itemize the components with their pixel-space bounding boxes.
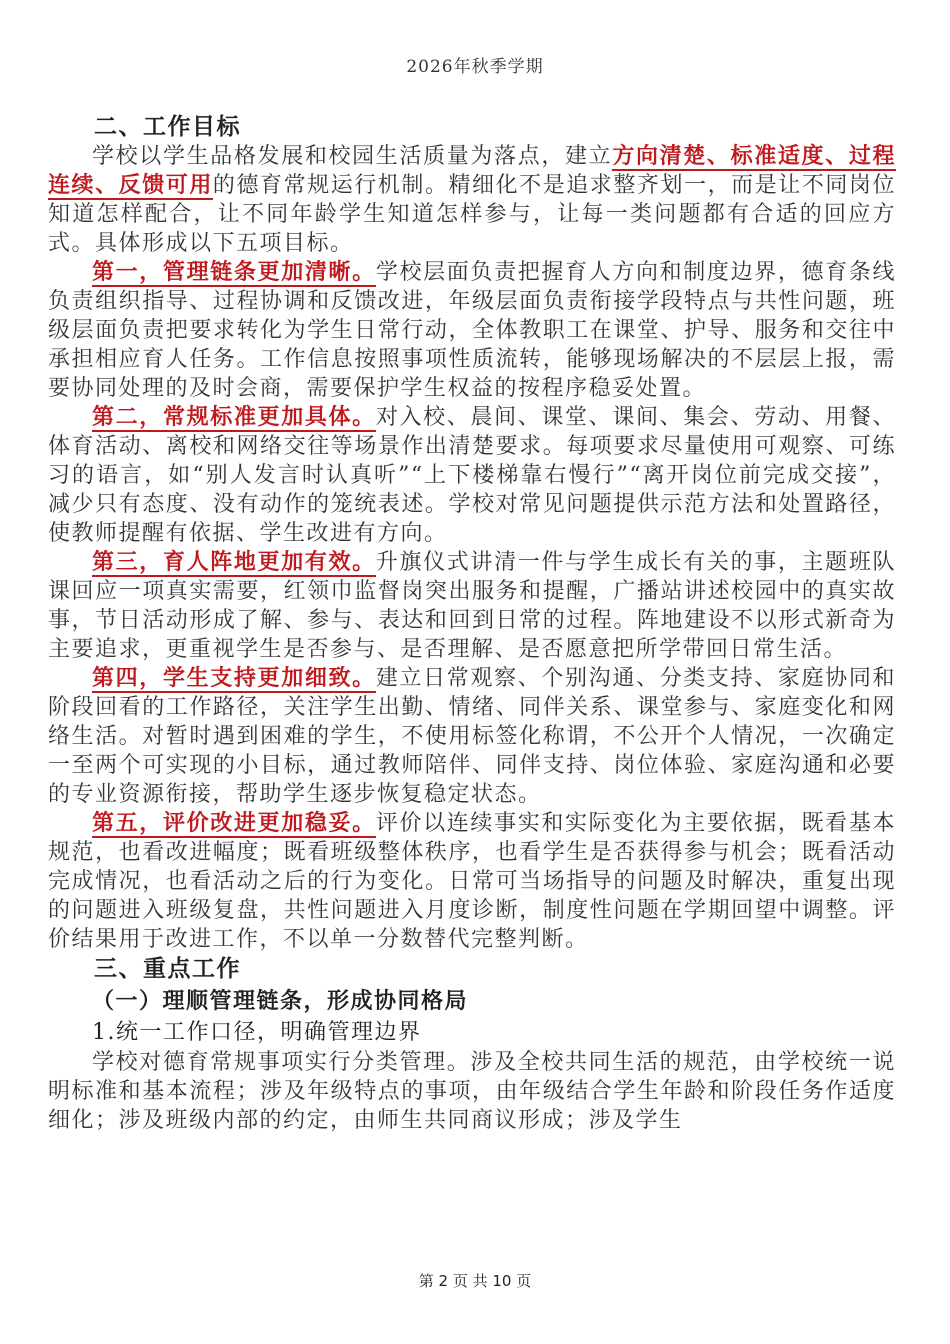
intro-text-a: 学校以学生品格发展和校园生活质量为落点，建立 bbox=[92, 144, 613, 169]
goal-text-4: 建立日常观察、个别沟通、分类支持、家庭协同和阶段回看的工作路径，关注学生出勤、情绪、同伴关系、课堂参与、家庭变化和网络生活。对暂时遇到困难的学生，不使用标签化称谓，不公开个人情况，一次确定一至两个可实现的小目标，通过教师陪伴、同伴支持、岗位体验、家庭沟通和必要的专业资源衔接，帮助学生逐步恢复稳定状态。 bbox=[48, 666, 896, 807]
intro-highlight: 方向清楚、标准适度、过程连续、反馈可用 bbox=[48, 143, 896, 198]
page-header: 2026年秋季学期 bbox=[406, 57, 544, 77]
goal-lead-3: 第三，育人阵地更加有效。 bbox=[92, 549, 376, 575]
intro-paragraph bbox=[48, 142, 896, 258]
section-heading-key-work: 三、重点工作 bbox=[94, 955, 241, 982]
page-footer: 第 2 页 共 10 页 bbox=[418, 1272, 532, 1290]
goal-lead-4: 第四，学生支持更加细致。 bbox=[92, 665, 376, 691]
intro-text-b: 的德育常规运行机制。精细化不是追求整齐划一，而是让不同岗位知道怎样配合，让不同年龄学生知道怎样参与，让每一类问题都有合适的回应方式。具体形成以下五项目标。 bbox=[48, 173, 896, 256]
goal-text-3: 升旗仪式讲清一件与学生成长有关的事，主题班队课回应一项真实需要，红领巾监督岗突出服务和提醒，广播站讲述校园中的真实故事，节日活动形成了解、参与、表达和回到日常的过程。阵地建设不以形式新奇为主要追求，更重视学生是否参与、是否理解、是否愿意把所学带回日常生活。 bbox=[48, 550, 896, 662]
goal-lead-2: 第二，常规标准更加具体。 bbox=[92, 404, 376, 430]
goal-paragraph-5 bbox=[48, 809, 896, 954]
document-body bbox=[48, 112, 896, 1135]
goal-text-2: 对入校、晨间、课堂、课间、集会、劳动、用餐、体育活动、离校和网络交往等场景作出清楚要求。每项要求尽量使用可观察、可练习的语言，如“别人发言时认真听”“上下楼梯靠右慢行”“离开岗位前完成交接”，减少只有态度、没有动作的笼统表述。学校对常见问题提供示范方法和处置路径，使教师提醒有依据、学生改进有方向。 bbox=[48, 405, 896, 546]
key-work-paragraph: 学校对德育常规事项实行分类管理。涉及全校共同生活的规范，由学校统一说明标准和基本流程；涉及年级特点的事项，由年级结合学生年龄和阶段任务作适度细化；涉及班级内部的约定，由师生共同商议形成；涉及学生 bbox=[48, 1050, 896, 1133]
goal-paragraph-3 bbox=[48, 548, 896, 664]
subsection-heading-1-1: 1.统一工作口径，明确管理边界 bbox=[92, 1020, 422, 1045]
goal-paragraph-2 bbox=[48, 403, 896, 548]
goal-text-5: 评价以连续事实和实际变化为主要依据，既看基本规范，也看改进幅度；既看班级整体秩序，也看学生是否获得参与机会；既看活动完成情况，也看活动之后的行为变化。日常可当场指导的问题及时解决，重复出现的问题进入班级复盘，共性问题进入月度诊断，制度性问题在学期回望中调整。评价结果用于改进工作，不以单一分数替代完整判断。 bbox=[48, 811, 896, 952]
goal-lead-5: 第五，评价改进更加稳妥。 bbox=[92, 810, 376, 836]
subsection-heading-1: （一）理顺管理链条，形成协同格局 bbox=[92, 988, 469, 1014]
goal-lead-1: 第一，管理链条更加清晰。 bbox=[92, 259, 376, 285]
goal-text-1: 学校层面负责把握育人方向和制度边界，德育条线负责组织指导、过程协调和反馈改进，年级层面负责衔接学段特点与共性问题，班级层面负责把要求转化为学生日常行动，全体教职工在课堂、护导、服务和交往中承担相应育人任务。工作信息按照事项性质流转，能够现场解决的不层层上报，需要协同处理的及时会商，需要保护学生权益的按程序稳妥处置。 bbox=[48, 260, 896, 401]
goal-paragraph-4 bbox=[48, 664, 896, 809]
goal-paragraph-1 bbox=[48, 258, 896, 403]
section-heading-goals: 二、工作目标 bbox=[94, 113, 241, 140]
